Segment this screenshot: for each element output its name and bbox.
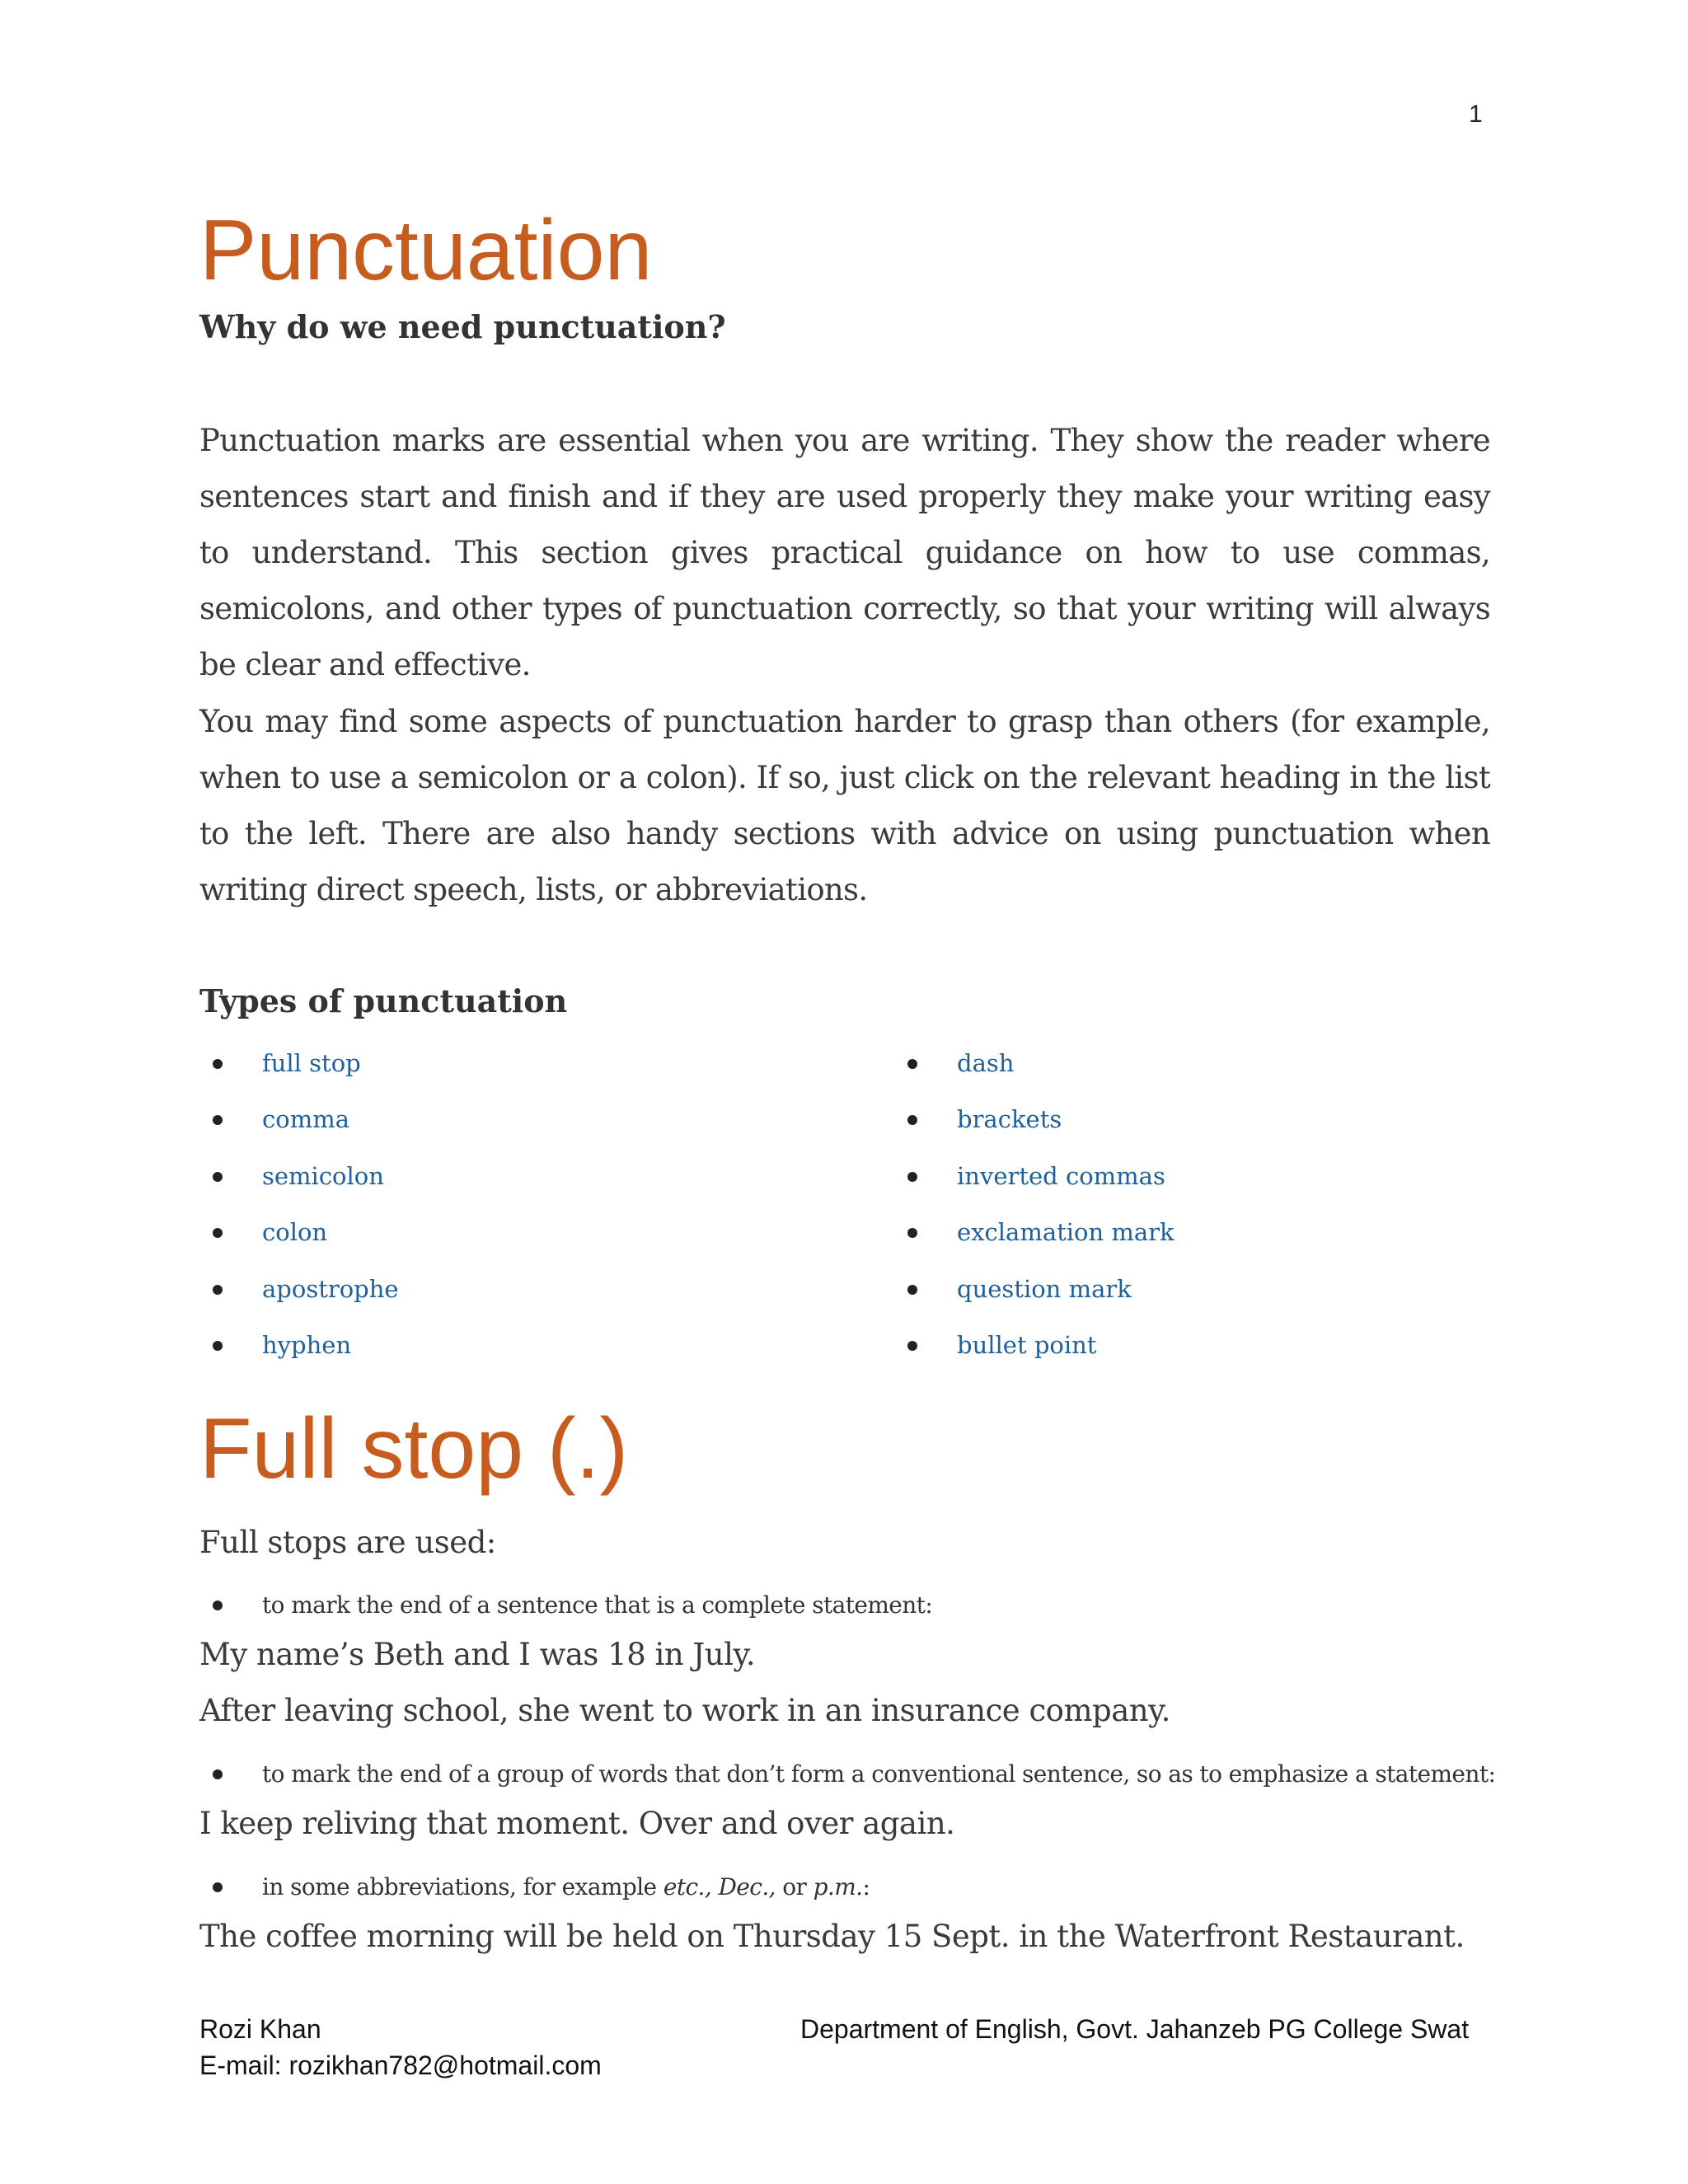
rule-text-part: in some abbreviations, for example — [262, 1873, 663, 1900]
link-inverted-commas[interactable]: inverted commas — [957, 1161, 1165, 1190]
bullet-icon — [213, 1882, 223, 1892]
list-item — [199, 1204, 842, 1260]
example-sentence: The coffee morning will be held on Thursday 15 Sept. in the Waterfront Restaurant. — [199, 1919, 1465, 1954]
bullet-icon — [907, 1059, 917, 1069]
rule-text: to mark the end of a sentence that is a complete statement: — [262, 1591, 933, 1619]
link-comma[interactable]: comma — [262, 1105, 349, 1134]
link-bullet-point[interactable]: bullet point — [957, 1330, 1097, 1359]
list-item — [894, 1148, 1471, 1204]
fullstop-intro: Full stops are used: — [199, 1525, 496, 1560]
bullet-icon — [907, 1228, 917, 1238]
rule-item — [199, 1589, 1490, 1622]
list-item — [199, 1035, 842, 1091]
list-item — [894, 1204, 1471, 1260]
list-item — [199, 1261, 842, 1317]
intro-paragraph-2: You may find some aspects of punctuation harder to grasp than others (for example, when to use a semicolon or a colon). If so, just click on the relevant heading in the list to the left. There are also handy sections with advice on using punctuation when writing direct speech, lists, or abbreviations. — [199, 704, 1490, 907]
rule-text-part: : — [862, 1873, 870, 1900]
intro-paragraph-1: Punctuation marks are essential when you are writing. They show the reader where sentences start and finish and if they are used properly they make your writing easy to understand. This section gives practical guidance on how to use commas, semicolons, and other types of punctuation correctly, so that your writing will always be clear and effective. — [199, 423, 1490, 682]
link-brackets[interactable]: brackets — [957, 1105, 1062, 1134]
link-semicolon[interactable]: semicolon — [262, 1161, 384, 1190]
example-sentence: My name’s Beth and I was 18 in July. — [199, 1637, 756, 1672]
abbreviation-example: p.m. — [813, 1873, 863, 1900]
link-dash[interactable]: dash — [957, 1049, 1015, 1077]
types-heading: Types of punctuation — [199, 982, 568, 1019]
link-question-mark[interactable]: question mark — [957, 1274, 1132, 1303]
page-title: Punctuation — [199, 203, 653, 298]
types-list-left — [199, 1035, 842, 1373]
link-apostrophe[interactable]: apostrophe — [262, 1274, 399, 1303]
link-exclamation-mark[interactable]: exclamation mark — [957, 1218, 1175, 1247]
rule-item — [199, 1871, 1490, 1904]
bullet-icon — [213, 1601, 223, 1610]
rule-text — [262, 1871, 870, 1904]
list-item — [894, 1317, 1471, 1373]
bullet-icon — [213, 1341, 223, 1351]
rule-text-part: or — [775, 1873, 814, 1900]
list-item — [199, 1148, 842, 1204]
list-item — [199, 1317, 842, 1373]
bullet-icon — [213, 1769, 223, 1779]
types-list-right — [894, 1035, 1471, 1373]
example-sentence: I keep reliving that moment. Over and over again. — [199, 1806, 955, 1841]
link-colon[interactable]: colon — [262, 1218, 328, 1247]
bullet-icon — [213, 1172, 223, 1182]
bullet-icon — [907, 1285, 917, 1295]
bullet-icon — [907, 1115, 917, 1125]
bullet-icon — [213, 1115, 223, 1125]
footer-email: E-mail: rozikhan782@hotmail.com — [199, 2050, 602, 2080]
footer-department: Department of English, Govt. Jahanzeb PG College Swat — [800, 2014, 1470, 2044]
list-item — [894, 1091, 1471, 1147]
bullet-icon — [907, 1341, 917, 1351]
abbreviation-example: etc., Dec., — [663, 1873, 776, 1900]
footer-author: Rozi Khan — [199, 2014, 321, 2044]
rule-item — [199, 1758, 1496, 1791]
subtitle: Why do we need punctuation? — [199, 308, 726, 345]
list-item — [894, 1261, 1471, 1317]
bullet-icon — [213, 1228, 223, 1238]
link-full-stop[interactable]: full stop — [262, 1049, 361, 1077]
example-sentence: After leaving school, she went to work in an insurance company. — [199, 1693, 1170, 1728]
list-item — [199, 1091, 842, 1147]
bullet-icon — [907, 1172, 917, 1182]
list-item — [894, 1035, 1471, 1091]
link-hyphen[interactable]: hyphen — [262, 1330, 352, 1359]
page-number: 1 — [1469, 101, 1483, 128]
bullet-icon — [213, 1285, 223, 1295]
bullet-icon — [213, 1059, 223, 1069]
rule-text: to mark the end of a group of words that don’t form a conventional sentence, so as to emphasize a statement: — [262, 1760, 1496, 1788]
fullstop-heading: Full stop (.) — [199, 1401, 629, 1497]
